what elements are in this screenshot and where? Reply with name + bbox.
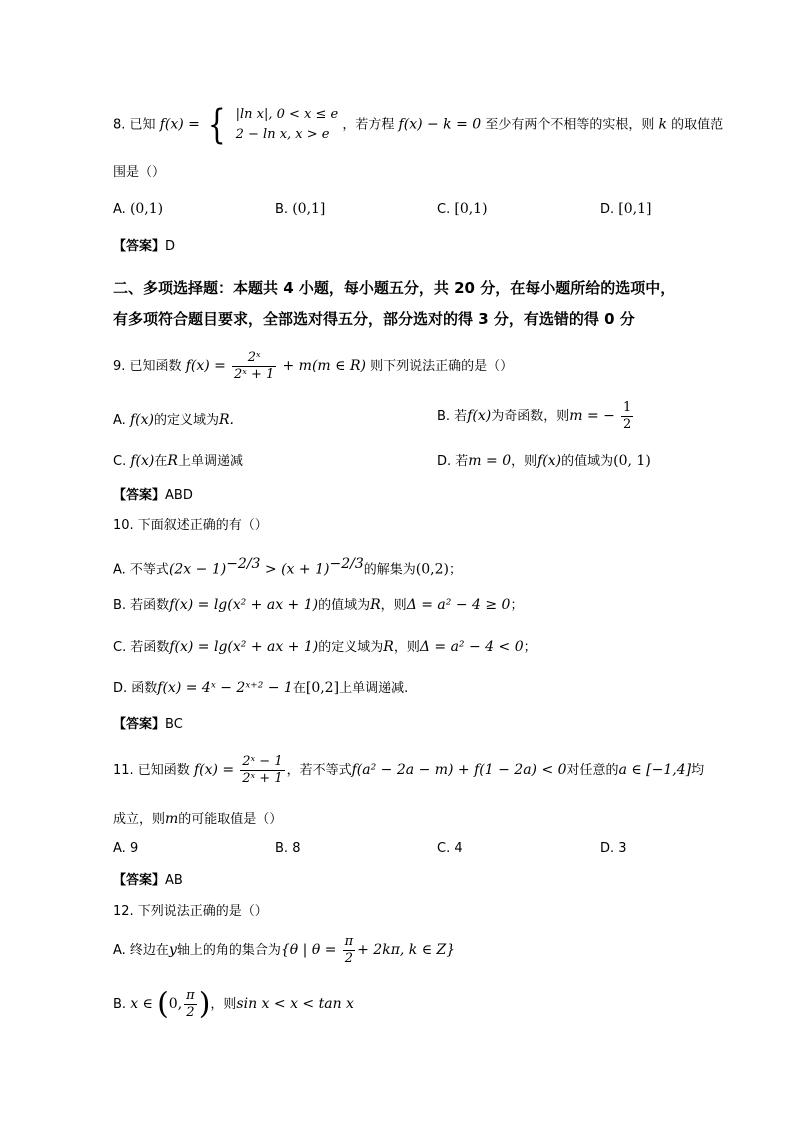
q9-option-d-range: (0, 1) (613, 453, 651, 469)
q11-line1 (113, 754, 704, 787)
q11-option-b-value: 8 (292, 841, 301, 856)
q8-option-a (113, 201, 163, 217)
q8-text-tail: 的取值范 (671, 117, 724, 133)
q12-a-denominator: 2 (344, 951, 353, 966)
q11-lhs: f(x) = (193, 762, 235, 778)
q8-option-d (600, 201, 652, 217)
q11-line2-a: 成立，则 (113, 812, 166, 827)
q9-lhs: f(x) = (185, 358, 226, 374)
q8-option-d-label: D. (600, 202, 615, 217)
answer-value: ABD (165, 488, 193, 503)
q11-text2: 对任意的 (566, 763, 619, 778)
q9-option-d-text2: 的值域为 (561, 454, 614, 469)
q9-denominator: 2ˣ + 1 (234, 367, 275, 382)
answer-value: AB (165, 873, 183, 888)
q12-b-paren-close: ) (198, 986, 211, 1022)
q11-denominator: 2ˣ + 1 (242, 771, 283, 786)
q8-option-b-label: B. (275, 202, 289, 217)
answer-tag: 【答案】 (113, 873, 166, 888)
q10-option-d (113, 678, 408, 699)
q10-a-text: 的解集为 (363, 562, 416, 578)
q10-a-end: ； (448, 562, 462, 578)
q12-a-fraction (343, 934, 356, 967)
answer-tag: 【答案】 (113, 488, 166, 503)
q10-d-text2: 上单调递减. (339, 681, 409, 696)
q10-b-r: R (370, 597, 381, 613)
q8-equation: f(x) − k = 0 (398, 116, 482, 133)
q9-rest: + m(m ∈ R) (282, 358, 366, 374)
q8-text-end: 至少有两个不相等的实根，则 (485, 117, 655, 133)
q12-b-math: x ∈ (130, 996, 153, 1012)
q9-answer (113, 486, 193, 506)
q10-a-label: A. 不等式 (113, 562, 169, 578)
q10-c-cond: Δ = a² − 4 < 0 (419, 639, 524, 655)
q10-d-label: D. 函数 (113, 681, 158, 696)
section-heading-line1: 二、多项选择题：本题共 4 小题，每小题五分，共 20 分，在每小题所给的选项中， (113, 279, 676, 297)
q11-option-c (437, 841, 463, 856)
q11-option-b (275, 841, 300, 856)
q9-option-d-eq: m = 0 (468, 453, 512, 469)
q12-a-label: A. 终边在 (113, 943, 169, 958)
q11-option-b-label: B. (275, 841, 289, 856)
answer-value: BC (165, 717, 183, 732)
q8-option-d-value: [0,1] (618, 201, 652, 217)
q11-text1: ，若不等式 (286, 763, 352, 778)
q11-line2-b: 的可能取值是（） (178, 812, 283, 827)
q9-option-b-numerator: 1 (623, 400, 632, 415)
q12-a-set-rest: + 2kπ, k ∈ Z} (357, 942, 456, 958)
q9-option-c-text2: 上单调递减 (177, 454, 243, 469)
q9-option-b-label: B. 若 (437, 409, 468, 424)
q9-prefix: 9. 已知函数 (113, 359, 182, 374)
q11-option-d (600, 841, 627, 856)
q9-option-d-math: f(x) (537, 453, 562, 469)
q8-option-b-value: (0,1] (292, 201, 326, 217)
q9-option-a (113, 409, 234, 428)
q11-text3: 均 (691, 763, 705, 778)
q11-line2 (113, 809, 282, 830)
q10-b-math: f(x) = lg(x² + ax + 1) (169, 597, 319, 613)
q12-b-text: ，则 (210, 997, 237, 1012)
q10-c-r: R (383, 639, 394, 655)
q11-inequality: f(a² − 2a − m) + f(1 − 2a) < 0 (351, 762, 567, 778)
q9-option-c-math: f(x) (130, 453, 155, 469)
q11-answer (113, 871, 183, 891)
q9-option-a-math: f(x) (129, 412, 154, 428)
q11-option-c-value: 4 (454, 841, 463, 856)
q11-option-d-label: D. (600, 841, 615, 856)
q9-fraction (232, 350, 276, 383)
q11-fraction (240, 754, 284, 787)
answer-tag: 【答案】 (113, 717, 166, 732)
q12-b-denominator: 2 (186, 1005, 195, 1020)
q11-option-a-value: 9 (129, 841, 139, 856)
q11-option-a (113, 841, 138, 856)
q8-option-c-value: [0,1) (454, 201, 488, 217)
q8-var-k: k (658, 116, 667, 133)
q9-option-b-denominator: 2 (623, 417, 632, 432)
q10-a-base1: (2x − 1) (168, 561, 227, 578)
q10-c-text2: ，则 (393, 640, 420, 655)
q8-case1: |ln x|, 0 < x ≤ e (235, 107, 339, 122)
q9-option-a-label: A. (113, 413, 126, 428)
q12-option-b (113, 988, 354, 1021)
q9-suffix: 则下列说法正确的是（） (370, 359, 514, 374)
q10-d-interval: [0,2] (305, 680, 340, 696)
q12-a-y: y (168, 942, 177, 958)
q10-d-text1: 在 (292, 681, 306, 696)
q11-option-c-label: C. (437, 841, 451, 856)
q8-option-c-label: C. (437, 202, 451, 217)
q8-case2: 2 − ln x, x > e (235, 127, 330, 142)
q8-text-mid: ，若方程 (342, 117, 395, 133)
q10-option-b (113, 595, 523, 616)
q12-option-a (113, 934, 455, 967)
q12-a-set-open: {θ | θ = (280, 942, 337, 958)
q12-a-text: 轴上的角的集合为 (176, 943, 281, 958)
q11-option-d-value: 3 (618, 841, 627, 856)
answer-tag: 【答案】 (113, 239, 166, 254)
q9-option-a-text: 的定义域为 (153, 413, 219, 428)
q12-b-fraction (184, 988, 197, 1021)
q8-answer (113, 237, 175, 257)
q8-prefix: 8. 已知 (113, 117, 156, 133)
q10-b-text1: 的值域为 (318, 598, 371, 613)
q11-numerator: 2ˣ − 1 (242, 754, 283, 769)
q8-option-a-label: A. (113, 202, 126, 217)
q9-option-c-label: C. (113, 454, 127, 469)
q9-option-b-text: 为奇函数，则 (491, 409, 570, 424)
q10-d-math: f(x) = 4ˣ − 2ˣ⁺² − 1 (157, 680, 293, 696)
q10-a-exp1: −2/3 (226, 556, 261, 572)
q10-b-label: B. 若函数 (113, 598, 170, 613)
q8-option-c (437, 201, 488, 217)
q10-option-c (113, 637, 537, 658)
q10-c-math: f(x) = lg(x² + ax + 1) (169, 639, 319, 655)
section-heading-line2: 有多项符合题目要求，全部选对得五分，部分选对的得 3 分，有选错的得 0 分 (113, 310, 635, 328)
q9-option-d-text1: ，则 (511, 454, 538, 469)
q8-option-a-value: (0,1) (129, 201, 164, 217)
q9-numerator: 2ˣ (232, 350, 276, 367)
q10-c-end: ； (523, 640, 537, 655)
q8-line1 (113, 102, 724, 148)
q11-var-m: m (165, 811, 179, 827)
q8-func-lhs: f(x) = (159, 116, 200, 133)
q9-option-b (437, 400, 635, 433)
q8-option-b (275, 201, 325, 217)
q12-b-label: B. (113, 997, 127, 1012)
q10-b-end: ； (510, 598, 524, 613)
q8-line2: 围是（） (113, 165, 166, 180)
q9-option-c-text1: 在 (154, 454, 168, 469)
q10-title: 10. 下面叙述正确的有（） (113, 518, 268, 533)
q12-b-paren-open: ( (157, 986, 169, 1022)
q10-answer (113, 715, 183, 735)
q9-option-b-fraction (621, 400, 633, 433)
q9-option-b-math: f(x) (467, 408, 492, 424)
q9-line (113, 350, 513, 383)
q10-a-base2: > (x + 1) (260, 561, 330, 578)
q12-a-numerator: π (344, 934, 354, 949)
answer-value: D (165, 239, 176, 254)
q10-b-cond: Δ = a² − 4 ≥ 0 (406, 597, 511, 613)
q8-cases-brace: { (207, 102, 226, 148)
q9-option-c-r: R (167, 453, 178, 469)
q9-option-c (113, 450, 243, 469)
q10-a-set: (0,2) (415, 561, 449, 578)
q9-option-b-eq: m = − (569, 408, 615, 424)
q8-cases (236, 105, 339, 145)
q9-option-d (437, 450, 651, 469)
q12-b-inequality: sin x < x < tan x (236, 996, 354, 1012)
q10-c-text1: 的定义域为 (318, 640, 384, 655)
q11-prefix: 11. 已知函数 (113, 763, 190, 778)
q10-b-text2: ，则 (380, 598, 407, 613)
q10-a-exp2: −2/3 (329, 556, 364, 572)
q11-option-a-label: A. (113, 841, 126, 856)
q11-condition: a ∈ [−1,4] (618, 762, 692, 778)
q10-option-a (113, 554, 462, 580)
q12-title: 12. 下列说法正确的是（） (113, 904, 268, 919)
q12-b-zero: 0, (168, 996, 183, 1012)
q12-b-numerator: π (186, 988, 195, 1003)
q9-option-d-label: D. 若 (437, 454, 469, 469)
q10-c-label: C. 若函数 (113, 640, 170, 655)
q9-option-a-r: R. (218, 412, 234, 428)
